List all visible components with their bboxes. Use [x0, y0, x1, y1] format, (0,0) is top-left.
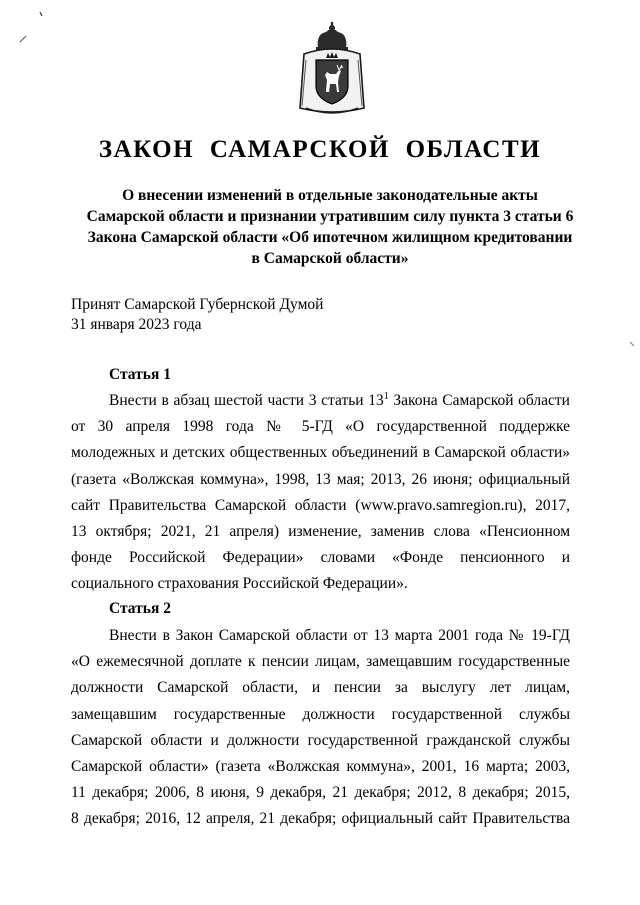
- adoption-info: [71, 295, 323, 335]
- coat-of-arms-emblem: [296, 20, 368, 118]
- text-line: замещавшим государственные должности государственной службы: [71, 705, 570, 723]
- scan-mark: [628, 340, 636, 350]
- article-1-text: [71, 388, 570, 598]
- text-line: социального страхования Российской Федерации».: [71, 575, 408, 593]
- text-line: 8 декабря; 2016, 12 апреля, 21 декабря; официальный сайт Правительства: [71, 810, 570, 828]
- document-subtitle: [60, 185, 600, 269]
- text-line: сайт Правительства Самарской области (www.pravo.samregion.ru), 2017,: [71, 496, 570, 514]
- article-2-text: [71, 623, 570, 833]
- text-line: должности Самарской области, и пенсии за выслугу лет лицам,: [71, 679, 570, 697]
- text-line-part: Закона Самарской области: [388, 392, 570, 409]
- article-1-heading: Статья 1: [109, 366, 171, 383]
- text-line: [71, 388, 570, 414]
- superscript: 1: [383, 390, 389, 402]
- subtitle-line: Закона Самарской области «Об ипотечном жилищном кредитовании: [87, 229, 573, 246]
- text-line-part: Внести в абзац шестой части 3 статьи 13: [109, 392, 384, 409]
- page-title: ЗАКОН САМАРСКОЙ ОБЛАСТИ: [98, 136, 542, 163]
- subtitle-line: Самарской области и признании утратившим силу пункта 3 статьи 6: [86, 208, 574, 225]
- adopted-by-line: Принят Самарской Губернской Думой: [71, 296, 324, 313]
- subtitle-line: О внесении изменений в отдельные законодательные акты: [122, 187, 538, 204]
- text-line: молодежных и детских общественных объединений в Самарской области»: [71, 444, 570, 462]
- text-line: 13 октября; 2021, 21 апреля) изменение, заменив слова «Пенсионном: [71, 522, 570, 540]
- article-2-heading: Статья 2: [109, 600, 171, 617]
- text-line: (газета «Волжская коммуна», 1998, 13 мая; 2013, 26 июня; официальный: [71, 470, 570, 488]
- text-line: от 30 апреля 1998 года № 5-ГД «О государственной поддержке: [71, 418, 570, 436]
- text-line: фонде Российской Федерации» словами «Фонде пенсионного и: [71, 549, 570, 567]
- text-line: Самарской области» (газета «Волжская коммуна», 2001, 16 марта; 2003,: [71, 757, 570, 775]
- text-line: Самарской области и должности государственной гражданской службы: [71, 731, 570, 749]
- scan-mark: [14, 8, 44, 48]
- text-line: 11 декабря; 2006, 8 июня, 9 декабря, 21 декабря; 2012, 8 декабря; 2015,: [71, 784, 570, 802]
- text-line: Внести в Закон Самарской области от 13 марта 2001 года № 19-ГД: [109, 627, 570, 644]
- subtitle-line: в Самарской области»: [251, 250, 409, 267]
- adopted-date-line: 31 января 2023 года: [71, 316, 202, 333]
- text-line: «О ежемесячной доплате к пенсии лицам, замещавшим государственные: [71, 653, 570, 671]
